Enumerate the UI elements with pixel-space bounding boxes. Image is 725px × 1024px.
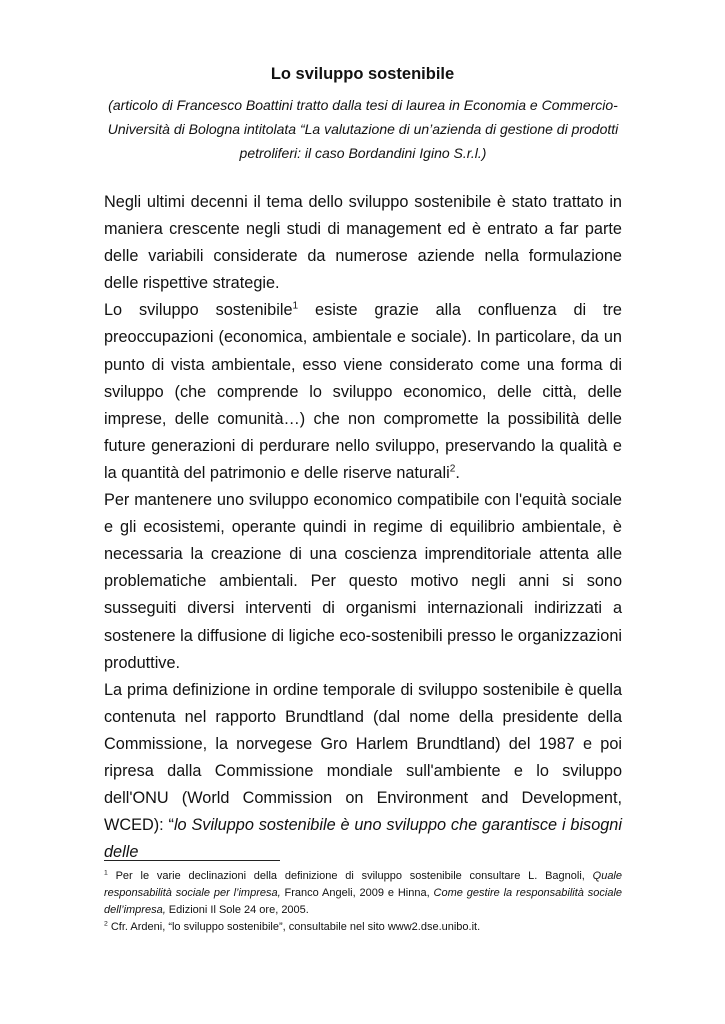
paragraph-3: Per mantenere uno sviluppo economico compatibile con l'equità sociale e gli ecosistemi, operante quindi in regime di equilibrio ambientale, è necessaria la creazione di una coscienza imprenditoriale attenta alle problematiche ambientali. Per questo motivo negli anni si sono susseguiti diversi interventi di organismi internazionali indirizzati a sostenere la diffusione di ligiche eco-sostenibili presso le organizzazioni produttive. xyxy=(104,491,622,672)
footnote-1-title-2: Come gestire la responsabilità sociale dell’impresa, xyxy=(104,887,623,916)
document-title: Lo sviluppo sostenibile xyxy=(270,65,455,83)
paragraph-2-start: Lo sviluppo sostenibile xyxy=(104,301,293,320)
footnote-separator xyxy=(104,860,280,861)
footnotes xyxy=(104,868,622,936)
footnote-1 xyxy=(104,868,622,919)
paragraph-1: Negli ultimi decenni il tema dello sviluppo sostenibile è stato trattato in maniera crescente negli studi di management ed è entrato a far parte delle variabili considerate da numerose aziende nella formulazione delle rispettive strategie. xyxy=(104,193,622,293)
document-subtitle: (articolo di Francesco Boattini tratto dalla tesi di laurea in Economia e Commercio- Università di Bologna intitolata “La valutazione di un’azienda di gestione di prodotti petroliferi: il caso Bordandini Igino S.r.l.) xyxy=(107,97,619,161)
paragraph-2-middle: esiste grazie alla confluenza di tre preoccupazioni (economica, ambientale e sociale). In particolare, da un punto di vista ambientale, esso viene considerato come una forma di sviluppo (che comprende lo sviluppo economico, delle città, delle imprese, delle comunità…) che non compromette la possibilità delle future generazioni di perdurare nello sviluppo, preservando la qualità e la quantità del patrimonio e delle riserve naturali xyxy=(104,301,622,482)
footnote-1-text-b: Franco Angeli, 2009 e Hinna, xyxy=(280,887,434,899)
paragraph-4-text: La prima definizione in ordine temporale di sviluppo sostenibile è quella contenuta nel rapporto Brundtland (dal nome della presidente della Commissione, la norvegese Gro Harlem Brundtland) del 1987 e poi ripresa dalla Commissione mondiale sull'ambiente e lo sviluppo dell'ONU (World Commission on Environment and Development, WCED): “ xyxy=(104,680,622,835)
paragraph-4-quote: lo Sviluppo sostenibile è uno sviluppo che garantisce i bisogni delle xyxy=(104,816,622,862)
footnote-1-text-c: Edizioni Il Sole 24 ore, 2005. xyxy=(165,904,309,916)
footnote-1-number: 1 xyxy=(104,869,108,877)
body-text xyxy=(104,189,622,866)
footnote-2-text: Cfr. Ardeni, “lo sviluppo sostenibile”, consultabile nel sito www2.dse.unibo.it. xyxy=(107,921,481,933)
footnote-2-number: 2 xyxy=(104,920,108,928)
paragraph-2 xyxy=(104,297,622,487)
paragraph-4 xyxy=(104,677,622,867)
footnote-ref-2: 2 xyxy=(449,463,456,475)
footnote-2 xyxy=(104,919,622,936)
paragraph-2-end: . xyxy=(455,463,460,482)
footnote-1-title-1: Quale responsabilità sociale per l’impresa, xyxy=(104,870,622,899)
footnote-ref-1: 1 xyxy=(292,300,299,312)
footnote-1-text-a: Per le varie declinazioni della definizione di sviluppo sostenibile consultare L. Bagnoli, xyxy=(107,870,593,882)
